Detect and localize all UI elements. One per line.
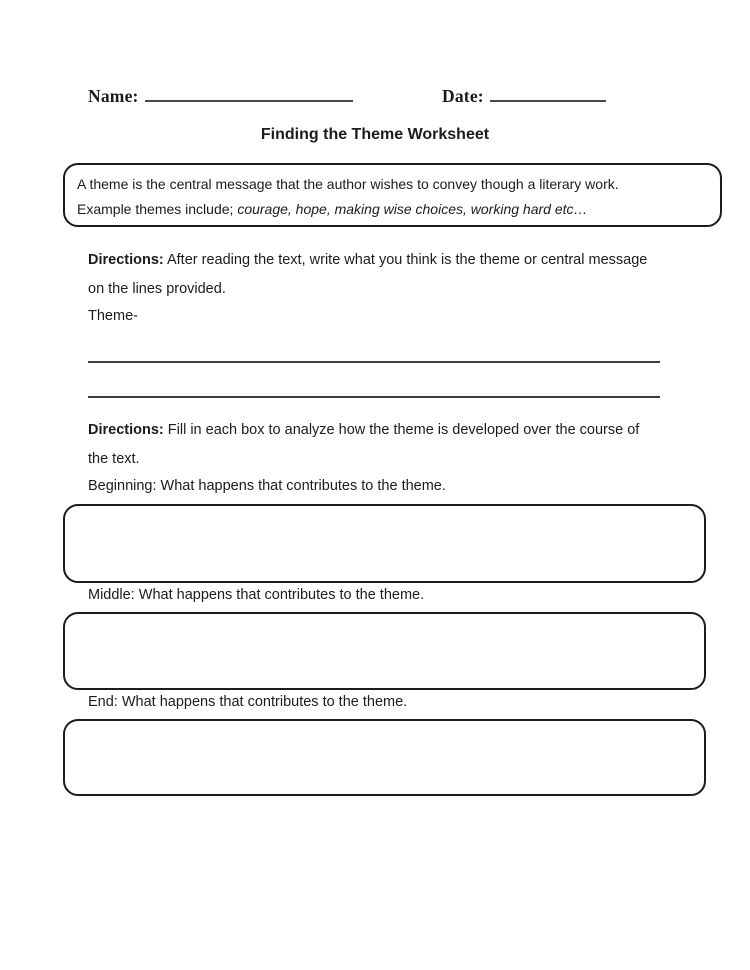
page-title: Finding the Theme Worksheet bbox=[260, 126, 490, 143]
analysis-directions bbox=[88, 416, 650, 474]
theme-directions-label: Directions: bbox=[88, 252, 164, 268]
theme-definition-box bbox=[63, 163, 722, 227]
beginning-answer-box[interactable] bbox=[63, 504, 706, 583]
theme-answer-line-2[interactable] bbox=[88, 396, 660, 398]
date-input-line[interactable] bbox=[490, 84, 606, 102]
theme-examples-line bbox=[77, 197, 708, 222]
theme-directions bbox=[88, 246, 650, 304]
theme-definition-sentence: A theme is the central message that the author wishes to convey though a literary work. bbox=[77, 176, 619, 192]
name-field bbox=[88, 84, 353, 107]
theme-directions-text: After reading the text, write what you think is the theme or central message on the lines provided. bbox=[88, 252, 648, 297]
middle-prompt-label: Middle: What happens that contributes to the theme. bbox=[88, 587, 425, 603]
theme-examples-prefix: Example themes include; bbox=[77, 201, 234, 217]
name-label: Name: bbox=[88, 86, 139, 107]
name-input-line[interactable] bbox=[145, 84, 353, 102]
theme-answer-line-1[interactable] bbox=[88, 361, 660, 363]
beginning-prompt-label: Beginning: What happens that contributes to the theme. bbox=[88, 478, 446, 494]
theme-answer-label: Theme- bbox=[88, 308, 138, 324]
end-prompt-label: End: What happens that contributes to the theme. bbox=[88, 694, 408, 710]
date-label: Date: bbox=[442, 86, 484, 107]
analysis-directions-label: Directions: bbox=[88, 422, 164, 438]
analysis-directions-text: Fill in each box to analyze how the theme is developed over the course of the text. bbox=[88, 422, 640, 467]
theme-examples-list: courage, hope, making wise choices, working hard etc… bbox=[237, 201, 588, 217]
middle-answer-box[interactable] bbox=[63, 612, 706, 690]
date-field bbox=[442, 84, 606, 107]
end-answer-box[interactable] bbox=[63, 719, 706, 796]
